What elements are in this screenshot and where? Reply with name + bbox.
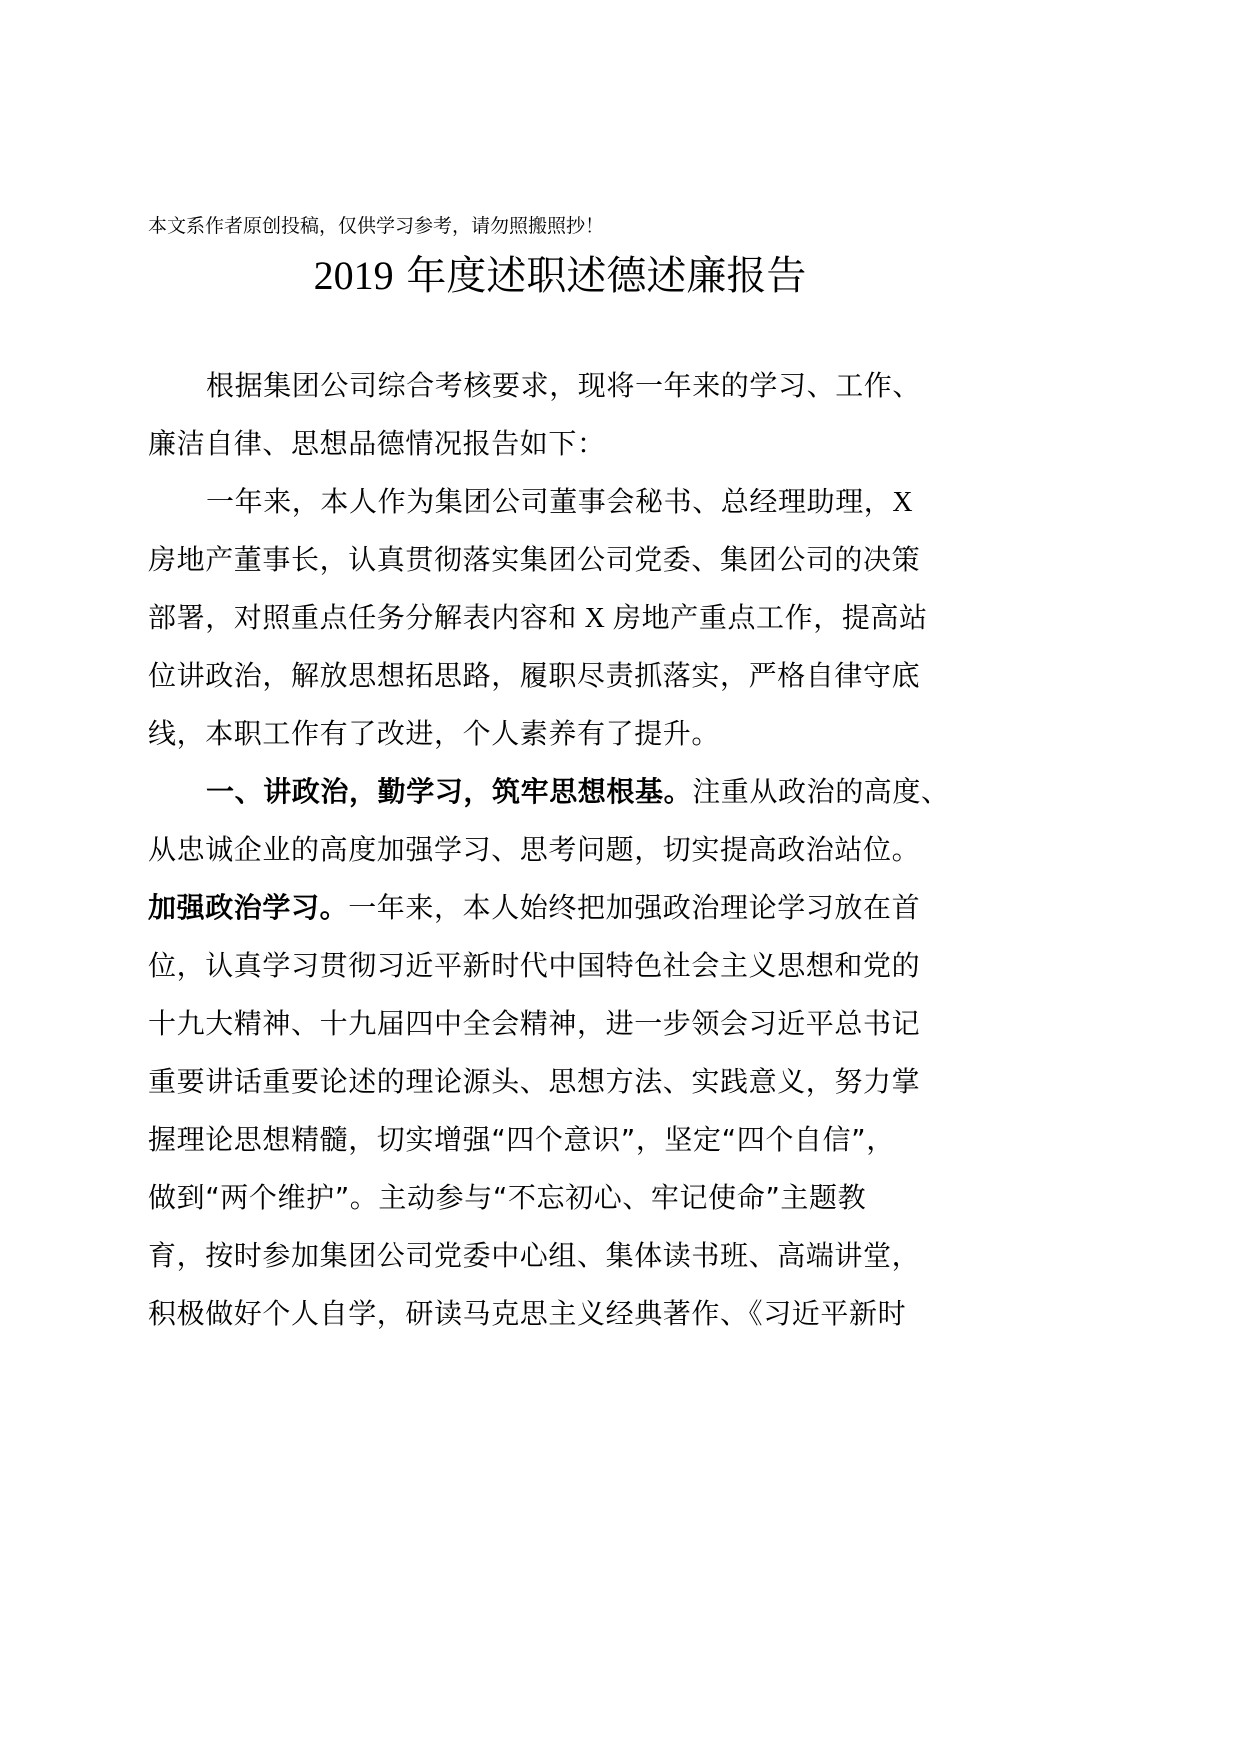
text-segment: 房地产董事长，认真贯彻落实集团公司党委、集团公司的决策 xyxy=(148,543,921,576)
text-segment: 做到“两个维护”。主动参与“不忘初心、牢记使命”主题教 xyxy=(148,1181,867,1214)
document-body xyxy=(148,366,1028,1352)
paragraph-line xyxy=(148,1236,1028,1294)
text-segment: 位讲政治，解放思想拓思路，履职尽责抓落实，严格自律守底 xyxy=(148,659,921,692)
paragraph-line xyxy=(148,1004,1028,1062)
paragraph-line xyxy=(148,1062,1028,1120)
text-segment: 积极做好个人自学，研读马克思主义经典著作、《习近平新时 xyxy=(148,1297,907,1330)
header-note: 本文系作者原创投稿，仅供学习参考，请勿照搬照抄！ xyxy=(148,215,605,237)
paragraph-line xyxy=(148,1120,1028,1178)
title-text: 年度述职述德述廉报告 xyxy=(406,253,807,299)
document-title xyxy=(0,244,1120,301)
text-segment: 部署，对照重点任务分解表内容和 xyxy=(148,601,578,634)
paragraph-line xyxy=(148,482,1028,540)
paragraph-line xyxy=(148,1178,1028,1236)
paragraph-line xyxy=(148,714,1028,772)
text-segment: X xyxy=(577,603,614,634)
text-segment: 十九大精神、十九届四中全会精神，进一步领会习近平总书记 xyxy=(148,1007,921,1040)
paragraph-line xyxy=(148,830,1028,888)
paragraph-line xyxy=(148,946,1028,1004)
text-segment: 线，本职工作有了改进，个人素养有了提升。 xyxy=(148,717,721,750)
title-year: 2019 xyxy=(313,253,394,298)
paragraph-line xyxy=(148,656,1028,714)
paragraph-line xyxy=(148,772,1028,830)
paragraph-line xyxy=(148,598,1028,656)
paragraph-line xyxy=(148,540,1028,598)
text-segment: 从忠诚企业的高度加强学习、思考问题，切实提高政治站位。 xyxy=(148,833,921,866)
text-segment: 廉洁自律、思想品德情况报告如下： xyxy=(148,427,606,460)
paragraph-line xyxy=(148,1294,1028,1352)
paragraph-line xyxy=(148,424,1028,482)
text-segment: 一年来，本人始终把加强政治理论学习放在首 xyxy=(348,891,921,924)
text-segment: 育，按时参加集团公司党委中心组、集体读书班、高端讲堂， xyxy=(148,1239,921,1272)
text-segment: 一年来，本人作为集团公司董事会秘书、总经理助理， xyxy=(206,485,893,518)
text-segment: 重要讲话重要论述的理论源头、思想方法、实践意义，努力掌 xyxy=(148,1065,921,1098)
text-segment: X xyxy=(892,487,914,518)
paragraph-line xyxy=(148,366,1028,424)
paragraph-line xyxy=(148,888,1028,946)
text-segment: 位，认真学习贯彻习近平新时代中国特色社会主义思想和党的 xyxy=(148,949,921,982)
text-segment: 注重从政治的高度、 xyxy=(692,775,950,808)
bold-heading-text: 加强政治学习。 xyxy=(148,891,349,924)
text-segment: 房地产重点工作，提高站 xyxy=(613,601,928,634)
text-segment: 握理论思想精髓，切实增强“四个意识”，坚定“四个自信”， xyxy=(148,1123,895,1156)
text-segment: 根据集团公司综合考核要求，现将一年来的学习、工作、 xyxy=(206,369,922,402)
bold-heading-text: 一、讲政治，勤学习，筑牢思想根基。 xyxy=(206,775,693,808)
